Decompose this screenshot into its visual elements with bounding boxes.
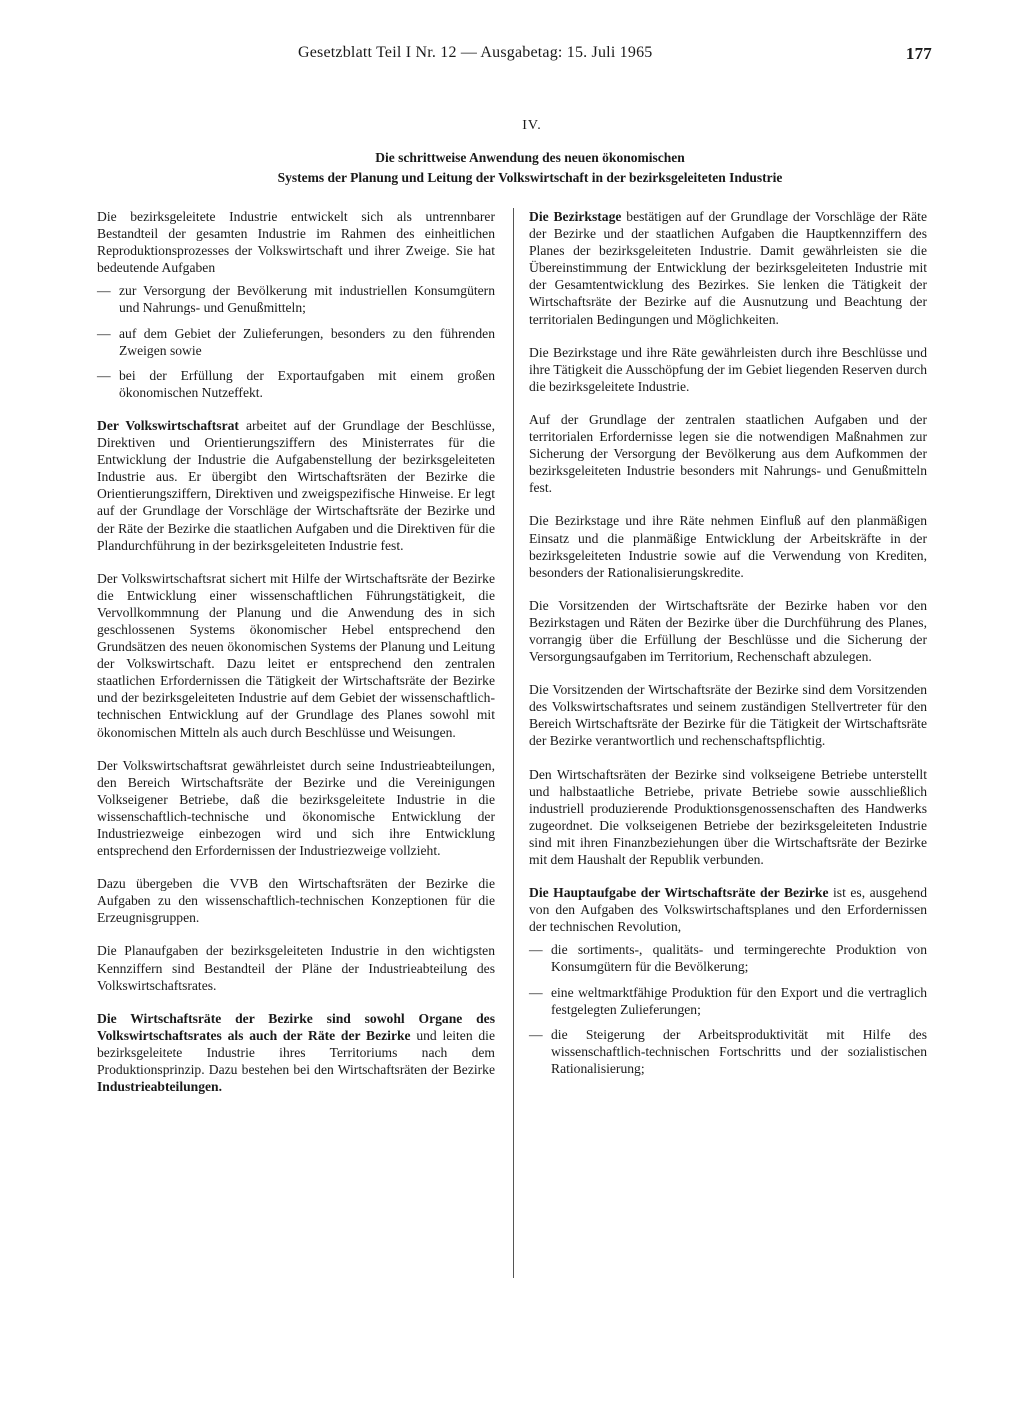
bold-lead: Die Bezirkstage xyxy=(529,209,622,224)
paragraph: Die Wirtschaftsräte der Bezirke sind sowohl Organe des Volkswirtschaftsrates als auch der Räte der Bezirke und leiten die bezirksgeleitete Industrie ihres Territoriums nach dem Produktionsprinzip. Dazu bestehen bei den Wirtschaftsräten der Bezirke Industrieabteilungen. xyxy=(97,1010,495,1095)
paragraph: Die Hauptaufgabe der Wirtschaftsräte der Bezirke ist es, ausgehend von den Aufgaben des Volkswirtschaftsplanes und den Erfordernissen der technischen Revolution, xyxy=(529,885,927,935)
paragraph: Den Wirtschaftsräten der Bezirke sind volkseigene Betriebe unterstellt und halbstaatliche Betriebe, private Betriebe sowie ausschließlich industriell produzierende Produktionsgenossenschaften des Handwerks zugeordnet. Die volkseigenen Betriebe der bezirksgeleiteten Industrie sind mit ihren Finanzbeziehungen über die Wirtschaftsräte der Bezirke mit dem Haushalt der Republik verbunden. xyxy=(529,766,927,867)
section-number: IV. xyxy=(522,118,542,133)
paragraph: Die Bezirkstage bestätigen auf der Grundlage der Vorschläge der Räte der Bezirke und der staatlichen Aufgaben die Hauptkennziffern des Planes der bezirksgeleiteten Industrie. Damit gewährleisten sie die Übereinstimmung der Entwicklung der bezirksgeleiteten Industrie mit der Gesamtentwicklung des Bezirkes. Sie lenken die Tätigkeit der Wirtschaftsräte der Bezirke auf die Ausnutzung und Beachtung der territorialen Bedingungen und Möglichkeiten. xyxy=(529,209,927,327)
bold-lead: Der Volkswirtschaftsrat xyxy=(97,417,239,433)
bold-term: Industrieabteilungen. xyxy=(97,1079,223,1095)
paragraph: Der Volkswirtschaftsrat arbeitet auf der Grundlage der Beschlüsse, Direktiven und Orientierungsziffern des Ministerrates für die Entwicklung der Industrie die Aufgabenstellung der bezirksgeleiteten Industrie aus. Er übergibt den Wirtschaftsräten der Bezirke die Orientierungsziffern, Direktiven und zweigspezifische Hinweise. Er legt auf der Grundlage der Vorschläge der Wirtschaftsräte der Bezirke und der Räte der Bezirke die staatlichen Aufgaben und die Direktiven für die Plandurchführung in der bezirksgeleiteten Industrie fest. xyxy=(97,417,495,553)
task-list xyxy=(529,941,927,1077)
bold-lead: Die Wirtschaftsräte der Bezirke sind sowohl Organe des Volkswirtschaftsrates als auch der Räte der Bezirke xyxy=(97,1010,495,1043)
paragraph: Dazu übergeben die VVB den Wirtschaftsräten der Bezirke die Aufgaben zu den wissenschaftlich-technischen Konzeptionen für die Erzeugnisgruppen. xyxy=(97,876,495,926)
list-item: — die sortiments-, qualitäts- und termingerechte Produktion von Konsumgütern für die Bevölkerung; xyxy=(529,941,927,975)
section-title-line-2: Systems der Planung und Leitung der Volkswirtschaft in der bezirksgeleiteten Industrie xyxy=(277,170,783,185)
running-title: Gesetzblatt Teil I Nr. 12 — Ausgabetag: 15. Juli 1965 xyxy=(298,44,653,61)
list-item: — bei der Erfüllung der Exportaufgaben mit einem großen ökonomischen Nutzeffekt. xyxy=(97,367,495,401)
page-number: 177 xyxy=(905,44,932,63)
list-item: — auf dem Gebiet der Zulieferungen, besonders zu den führenden Zweigen sowie xyxy=(97,325,495,359)
task-list xyxy=(97,282,495,401)
list-item: — die Steigerung der Arbeitsproduktivität mit Hilfe des wissenschaftlich-technischen Fortschritts und der sozialistischen Rationalisierung; xyxy=(529,1026,927,1077)
paragraph: Die Vorsitzenden der Wirtschaftsräte der Bezirke sind dem Vorsitzenden des Volkswirtschaftsrates und seinem zuständigen Stellvertreter für den Bereich Wirtschaftsräte der Bezirke für die Tätigkeit der Wirtschaftsräte der Bezirke verantwortlich und rechenschaftspflichtig. xyxy=(529,682,927,749)
column-divider xyxy=(513,208,514,1278)
paragraph: Die Bezirkstage und ihre Räte nehmen Einfluß auf den planmäßigen Einsatz und die planmäßige Entwicklung der Arbeitskräfte in der bezirksgeleiteten Industrie sowie auf die Verwendung von Krediten, besonders der Rationalisierungskredite. xyxy=(529,513,927,580)
paragraph: Auf der Grundlage der zentralen staatlichen Aufgaben und der territorialen Erfordernisse legen sie die notwendigen Maßnahmen zur Sicherung der Versorgung der Bevölkerung aus dem Aufkommen der bezirksgeleiteten Industrie besonders mit Nahrungs- und Genußmitteln fest. xyxy=(529,411,927,496)
left-column xyxy=(97,208,495,1111)
section-title-line-1: Die schrittweise Anwendung des neuen ökonomischen xyxy=(375,150,685,165)
right-column xyxy=(529,208,927,1093)
paragraph: Die bezirksgeleitete Industrie entwickelt sich als untrennbarer Bestandteil der gesamten Industrie im Rahmen des einheitlichen Reproduktionsprozesses der Volkswirtschaft und ihrer Zweige. Sie hat bedeutende Aufgaben xyxy=(97,209,495,276)
paragraph: Die Planaufgaben der bezirksgeleiteten Industrie in den wichtigsten Kennziffern sind Bestandteil der Pläne der Industrieabteilung des Volkswirtschaftsrates. xyxy=(97,943,495,993)
list-item: — eine weltmarktfähige Produktion für den Export und die vertraglich festgelegten Zulieferungen; xyxy=(529,984,927,1018)
paragraph: Die Bezirkstage und ihre Räte gewährleisten durch ihre Beschlüsse und ihre Tätigkeit die Ausschöpfung der im Gebiet liegenden Reserven durch die bezirksgeleitete Industrie. xyxy=(529,344,927,394)
paragraph: Der Volkswirtschaftsrat gewährleistet durch seine Industrieabteilungen, den Bereich Wirtschaftsräte der Bezirke und die Vereinigungen Volkseigener Betriebe, daß die bezirksgeleitete Industrie in die wissenschaftlich-technische und ökonomische Entwicklung der Industriezweige einbezogen wird und sich ihre Entwicklung entsprechend den Erfordernissen der Industriezweige vollzieht. xyxy=(97,757,495,859)
paragraph: Der Volkswirtschaftsrat sichert mit Hilfe der Wirtschaftsräte der Bezirke die Entwicklung einer wissenschaftlichen Führungstätigkeit, die Vervollkommnung der Planung und die Anwendung des in sich geschlossenen Systems ökonomischer Hebel entsprechend den Grundsätzen des neuen ökonomischen Systems der Planung und Leitung der Volkswirtschaft. Dazu leitet er entsprechend den zentralen staatlichen Erfordernissen die Tätigkeit der Wirtschaftsräte der Bezirke und der bezirksgeleiteten Industrie auf dem Gebiet der wissenschaftlich-technischen Entwicklung auf der Grundlage des Planes sowohl mit ökonomischen Mitteln als auch durch Beschlüsse und Weisungen. xyxy=(97,570,495,740)
list-item: — zur Versorgung der Bevölkerung mit industriellen Konsumgütern und Nahrungs- und Genußmitteln; xyxy=(97,282,495,316)
paragraph: Die Vorsitzenden der Wirtschaftsräte der Bezirke haben vor den Bezirkstagen und Räten der Bezirke über die Durchführung des Planes, vorrangig über die Erfüllung der Beschlüsse und die Sicherung der Versorgungsaufgaben im Territorium, Rechenschaft abzulegen. xyxy=(529,597,927,665)
section-title xyxy=(150,148,910,188)
bold-lead: Die Hauptaufgabe der Wirtschaftsräte der Bezirke xyxy=(529,885,829,901)
